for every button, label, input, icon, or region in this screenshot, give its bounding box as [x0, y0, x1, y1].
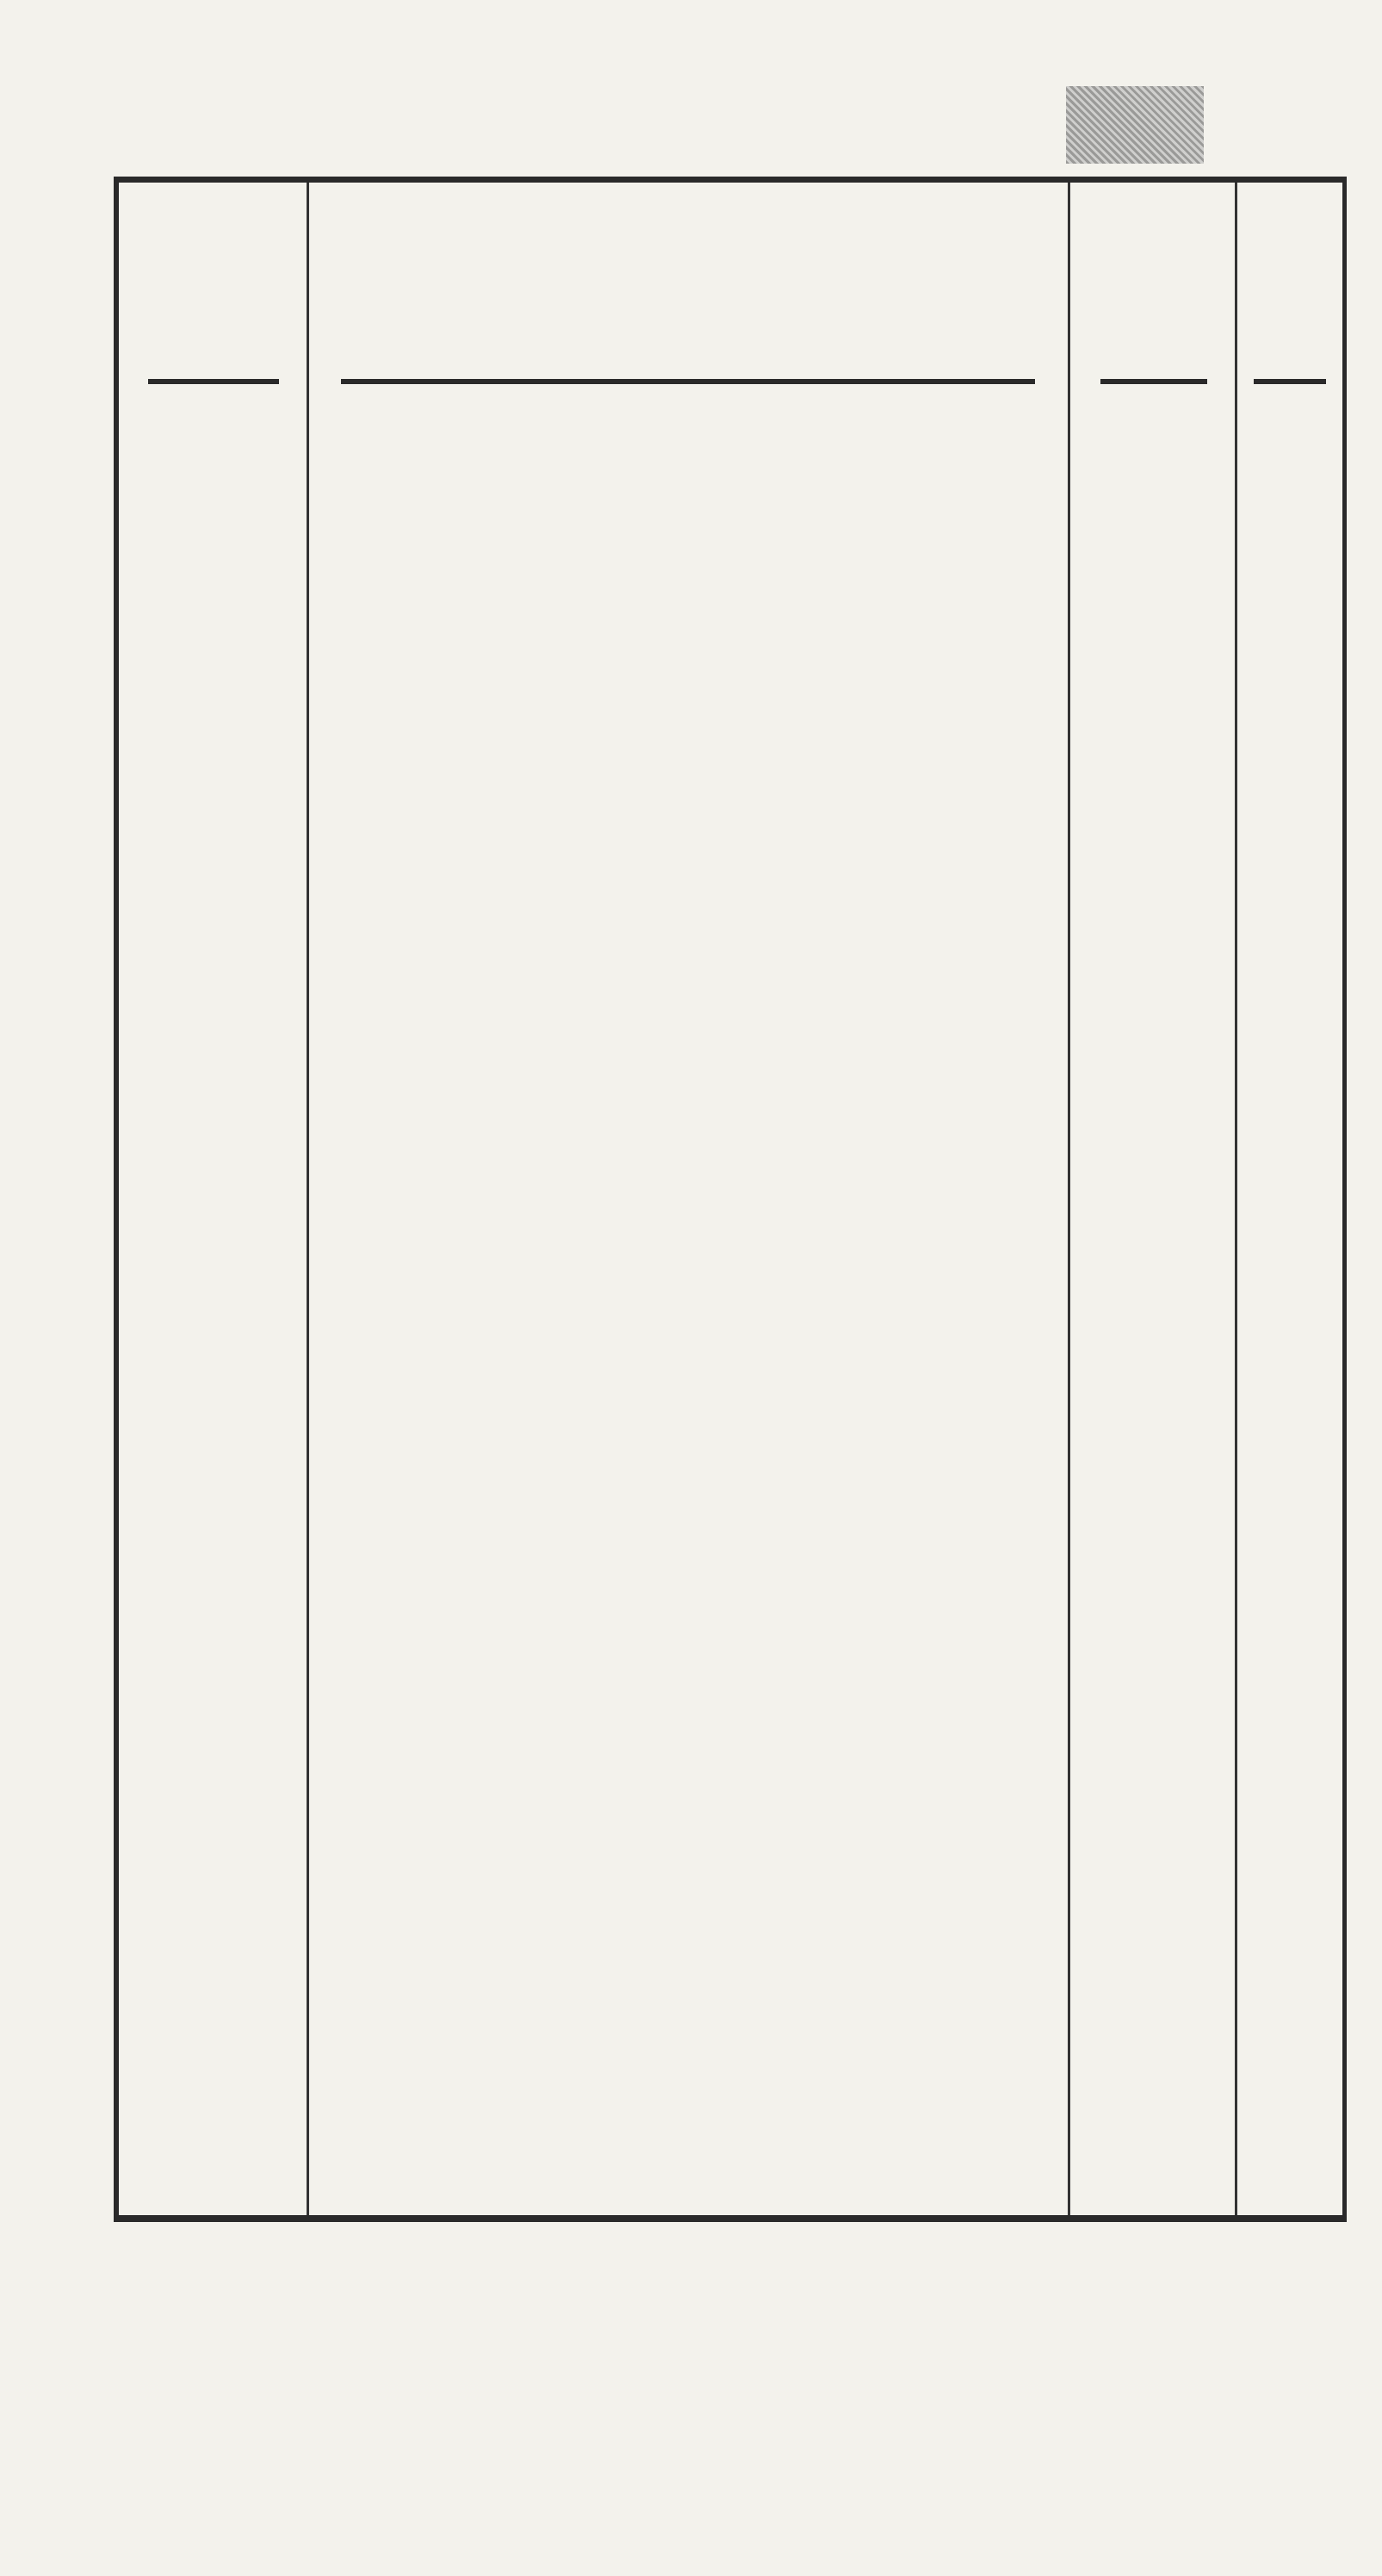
header-rule — [148, 379, 279, 384]
library-stamp — [1066, 86, 1204, 164]
header-rule — [341, 379, 1035, 384]
header-rule — [1100, 379, 1207, 384]
column-divider — [1068, 183, 1070, 2215]
column-divider — [1235, 183, 1237, 2215]
acts-table — [114, 177, 1347, 2222]
column-divider — [307, 183, 309, 2215]
header-rule — [1254, 379, 1326, 384]
